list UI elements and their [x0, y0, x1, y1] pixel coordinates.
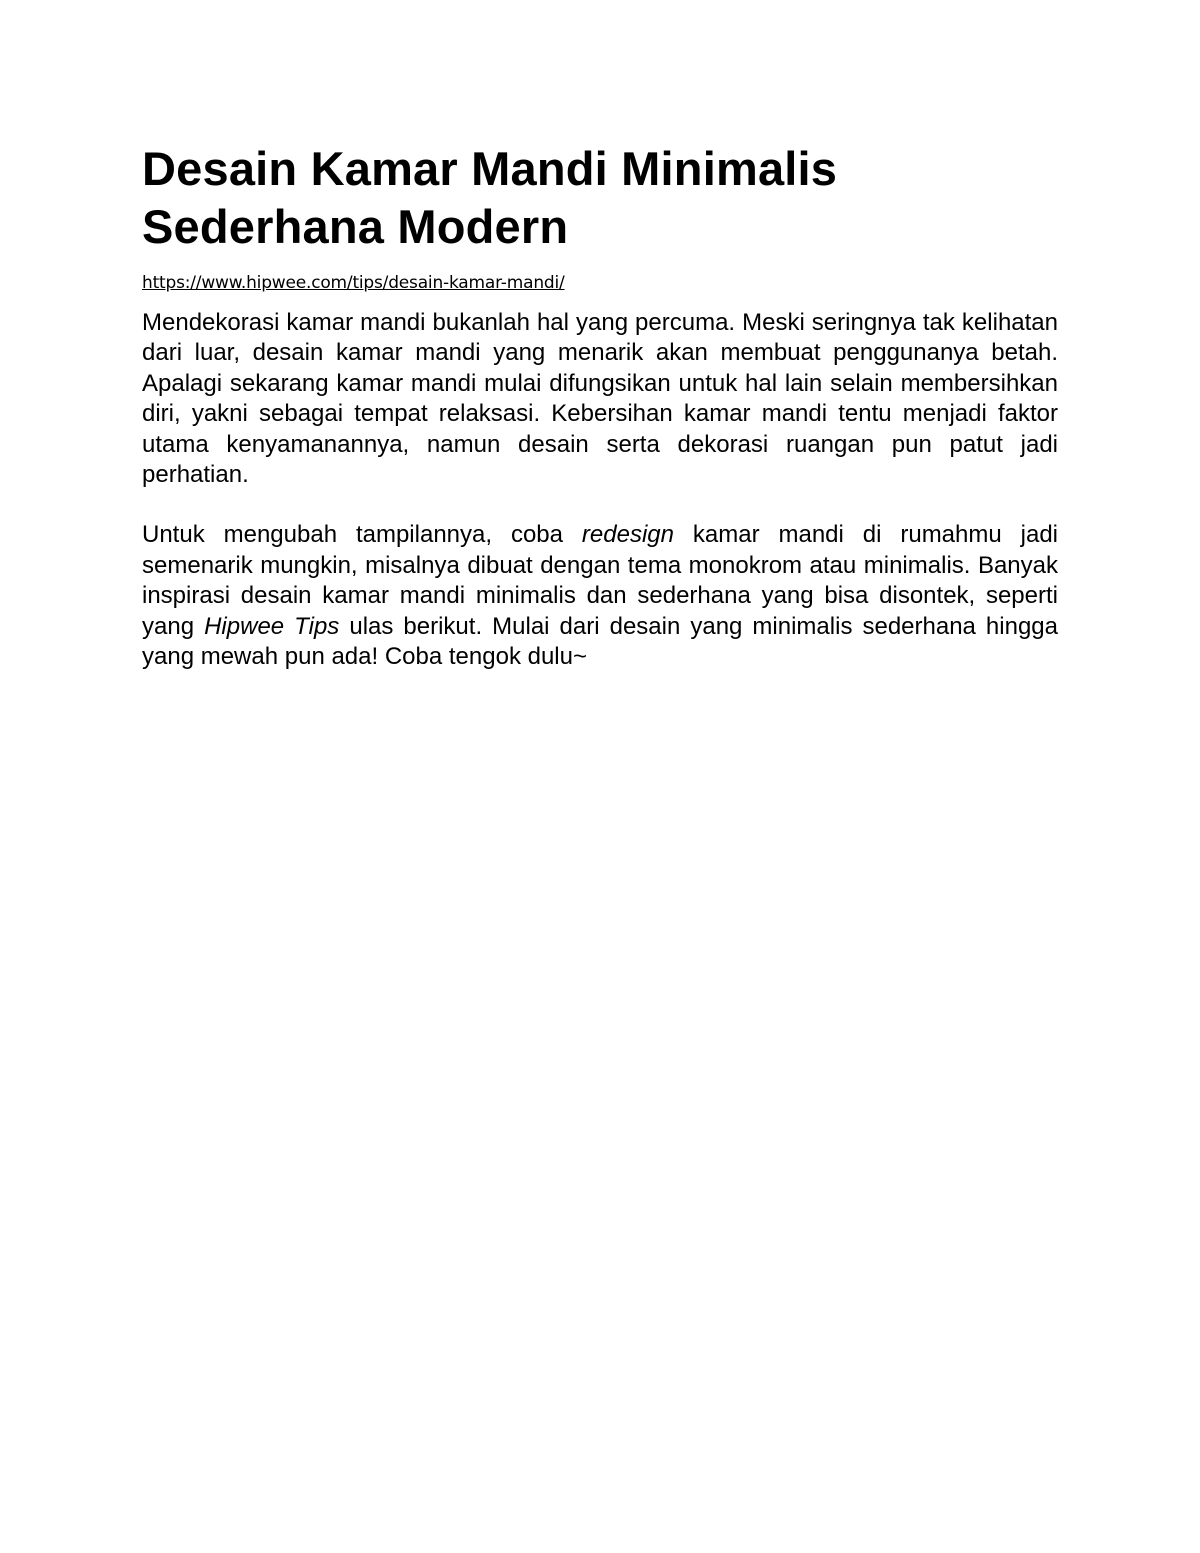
source-link[interactable]: https://www.hipwee.com/tips/desain-kamar-mandi/ [142, 273, 565, 293]
document-page [142, 140, 1058, 672]
italic-term-hipwee-tips: Hipwee Tips [204, 612, 340, 640]
italic-term-redesign: redesign [581, 521, 674, 549]
title-line-1: Desain Kamar Mandi Minimalis [142, 142, 838, 195]
paragraph-text: kamar mandi di rumahmu jadi semenarik mungkin, misalnya dibuat dengan tema monokrom atau minimalis. Banyak inspirasi desain kamar mandi minimalis dan sederhana yang bisa disontek, seperti yang [142, 521, 1058, 640]
paragraph-intro: Mendekorasi kamar mandi bukanlah hal yang percuma. Meski seringnya tak kelihatan dari luar, desain kamar mandi yang menarik akan membuat penggunanya betah. Apalagi sekarang kamar mandi mulai difungsikan untuk hal lain selain membersihkan diri, yakni sebagai tempat relaksasi. Kebersihan kamar mandi tentu menjadi faktor utama kenyamanannya, namun desain serta dekorasi ruangan pun patut jadi perhatian. [142, 309, 1058, 489]
paragraph-text: Untuk mengubah tampilannya, coba [142, 521, 582, 549]
paragraph-text: ulas berikut. Mulai dari desain yang minimalis sederhana hingga yang mewah pun ada! Coba tengok dulu~ [142, 612, 1059, 671]
title-line-2: Sederhana Modern [142, 200, 569, 253]
paragraph-redesign [142, 520, 1058, 672]
document-title [142, 140, 1058, 256]
